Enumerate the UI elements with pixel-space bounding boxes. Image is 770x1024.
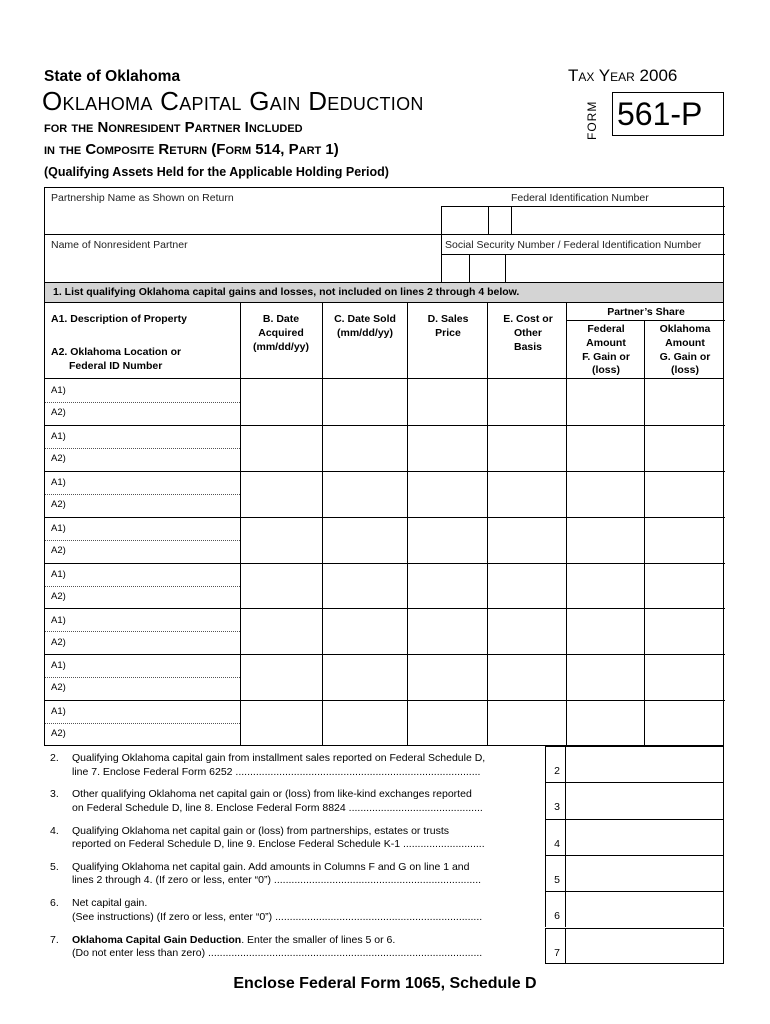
oklahoma-amount-field[interactable] [645, 518, 724, 562]
ssn-label: Social Security Number / Federal Identification Number [445, 239, 702, 251]
line-text-2: (See instructions) (If zero or less, enter “0”) ....................................................................... [72, 910, 483, 923]
sales-price-field[interactable] [408, 701, 487, 745]
cost-basis-field[interactable] [488, 518, 566, 562]
partnership-info-box [44, 187, 724, 283]
cost-basis-field[interactable] [488, 426, 566, 470]
line-text-1: Other qualifying Oklahoma net capital gain or (loss) from like-kind exchanges reported [72, 788, 472, 801]
line-bold-text: Oklahoma Capital Gain Deduction [72, 933, 242, 946]
line-text-1: Net capital gain. [72, 897, 148, 910]
description-field[interactable] [69, 472, 239, 493]
col-g-header-3: G. Gain or [659, 351, 711, 363]
row-a1-label: A1) [51, 476, 66, 488]
location-field[interactable] [69, 495, 239, 516]
line-7-text [50, 934, 550, 966]
line-4-text [50, 825, 550, 857]
line-box-number: 5 [554, 873, 560, 886]
description-field[interactable] [69, 701, 239, 722]
col-b-header-3: (mm/dd/yy) [252, 341, 309, 353]
row-a2-label: A2) [51, 407, 66, 418]
row-a1-label: A1) [51, 430, 66, 442]
line-2-amount-field[interactable] [545, 746, 724, 782]
federal-amount-field[interactable] [567, 655, 644, 699]
date-sold-field[interactable] [323, 426, 407, 470]
fein-field[interactable] [441, 206, 724, 234]
tax-year: Tax Year 2006 [568, 66, 678, 85]
col-g-header-4: (loss) [670, 364, 699, 376]
row-a2-label: A2) [51, 498, 66, 510]
location-field[interactable] [69, 587, 239, 608]
line-number: 2. [50, 752, 59, 764]
col-e-header-1: E. Cost or [503, 313, 553, 325]
sales-price-field[interactable] [408, 426, 487, 470]
row-a1-label: A1) [51, 522, 66, 534]
date-acquired-field[interactable] [241, 472, 322, 516]
row-a2-label: A2) [51, 544, 66, 556]
form-title: Oklahoma Capital Gain Deduction [42, 86, 424, 116]
line-box-number: 6 [554, 910, 560, 923]
sales-price-field[interactable] [408, 610, 487, 654]
line-5-amount-field[interactable] [545, 855, 724, 891]
date-sold-field[interactable] [323, 472, 407, 516]
federal-amount-field[interactable] [567, 426, 644, 470]
cost-basis-field[interactable] [488, 564, 566, 608]
form-subtitle-3: (Qualifying Assets Held for the Applicable Holding Period) [44, 165, 389, 179]
line-1-row-group [45, 379, 725, 425]
row-a2-label: A2) [51, 682, 66, 694]
col-g-header-1: Oklahoma [659, 323, 711, 335]
line-text-1: Qualifying Oklahoma capital gain from installment sales reported on Federal Schedule D, [72, 752, 486, 764]
sales-price-field[interactable] [408, 564, 487, 608]
partner-name-field[interactable] [45, 235, 441, 283]
sales-price-field[interactable] [408, 472, 487, 516]
date-acquired-field[interactable] [241, 518, 322, 562]
line-number: 5. [50, 860, 59, 873]
line-1-heading: 1. List qualifying Oklahoma capital gains and losses, not included on lines 2 through 4 below. [44, 283, 724, 303]
federal-amount-field[interactable] [567, 701, 644, 745]
line-box-number: 7 [554, 946, 560, 959]
line-1-row-group [45, 654, 725, 700]
federal-amount-field[interactable] [567, 518, 644, 562]
row-a1-label: A1) [51, 706, 66, 718]
line-number: 4. [50, 824, 59, 837]
federal-amount-field[interactable] [567, 380, 644, 424]
cost-basis-field[interactable] [488, 472, 566, 516]
date-sold-field[interactable] [323, 701, 407, 745]
col-a2-header-2: Federal ID Number [69, 360, 163, 372]
line-text-1: . Enter the smaller of lines 5 or 6. [241, 933, 396, 946]
date-sold-field[interactable] [323, 518, 407, 562]
partners-share-header: Partner’s Share [607, 306, 685, 318]
line-1-entry-rows [44, 379, 724, 746]
line-6-amount-field[interactable] [545, 891, 724, 927]
date-acquired-field[interactable] [241, 655, 322, 699]
date-acquired-field[interactable] [241, 701, 322, 745]
federal-amount-field[interactable] [567, 472, 644, 516]
col-f-header-1: Federal [587, 323, 625, 335]
col-d-header-2: Price [435, 327, 461, 339]
partner-name-label: Name of Nonresident Partner [51, 239, 188, 251]
sales-price-field[interactable] [408, 655, 487, 699]
line-text-2: on Federal Schedule D, line 8. Enclose Federal Form 8824 .............................................. [72, 801, 483, 814]
description-field[interactable] [69, 380, 239, 401]
oklahoma-amount-field[interactable] [645, 426, 724, 470]
row-a1-label: A1) [51, 660, 66, 672]
col-e-header-2: Other [513, 327, 542, 339]
line-5-text [50, 861, 550, 893]
col-f-header-2: Amount [586, 337, 626, 349]
line-6-text [50, 897, 550, 929]
fein-label: Federal Identification Number [511, 192, 649, 204]
form-number: 561-P [612, 92, 724, 136]
row-a2-label: A2) [51, 452, 66, 464]
partnership-name-field[interactable] [45, 188, 441, 234]
date-acquired-field[interactable] [241, 610, 322, 654]
col-d-header-1: D. Sales [427, 313, 469, 325]
date-sold-field[interactable] [323, 380, 407, 424]
line-2-text [50, 752, 550, 784]
date-sold-field[interactable] [323, 610, 407, 654]
description-field[interactable] [69, 518, 239, 539]
col-a1-header: A1. Description of Property [51, 313, 187, 325]
federal-amount-field[interactable] [567, 610, 644, 654]
col-a2-header-1: A2. Oklahoma Location or [51, 346, 182, 358]
location-field[interactable] [69, 403, 239, 424]
sales-price-field[interactable] [408, 380, 487, 424]
cost-basis-field[interactable] [488, 610, 566, 654]
enclose-instruction: Enclose Federal Form 1065, Schedule D [233, 975, 537, 992]
line-number: 6. [50, 897, 59, 910]
line-number: 7. [50, 933, 59, 946]
line-box-number: 4 [554, 837, 560, 850]
cost-basis-field[interactable] [488, 380, 566, 424]
location-field[interactable] [69, 449, 239, 470]
form-label: FORM [585, 100, 599, 140]
line-text-2: line 7. Enclose Federal Form 6252 .................................................................................... [72, 765, 481, 778]
line-1-column-headers [44, 303, 724, 379]
col-g-header-2: Amount [665, 337, 705, 349]
line-1-row-group [45, 609, 725, 655]
line-number: 3. [50, 788, 59, 801]
line-text-1: Qualifying Oklahoma net capital gain. Add amounts in Columns F and G on line 1 and [72, 860, 470, 873]
description-field[interactable] [69, 426, 239, 447]
line-text-2: (Do not enter less than zero) .............................................................................................. [72, 947, 483, 959]
col-e-header-3: Basis [513, 341, 543, 353]
row-a1-label: A1) [51, 614, 66, 626]
col-f-header-4: (loss) [591, 364, 620, 376]
description-field[interactable] [69, 564, 239, 585]
description-field[interactable] [69, 655, 239, 676]
date-acquired-field[interactable] [241, 564, 322, 608]
location-field[interactable] [69, 541, 239, 562]
col-c-header-2: (mm/dd/yy) [336, 327, 393, 339]
cost-basis-field[interactable] [488, 701, 566, 745]
col-f-header-3: F. Gain or [582, 351, 630, 363]
line-3-text [50, 788, 550, 820]
location-field[interactable] [69, 632, 239, 653]
line-1-row-group [45, 517, 725, 563]
row-a1-label: A1) [51, 568, 66, 580]
cost-basis-field[interactable] [488, 655, 566, 699]
federal-amount-field[interactable] [567, 564, 644, 608]
line-text-2: reported on Federal Schedule D, line 9. Enclose Federal Schedule K-1 ............................ [72, 838, 485, 851]
description-field[interactable] [69, 610, 239, 631]
line-3-amount-field[interactable] [545, 782, 724, 818]
line-7-amount-field[interactable] [545, 928, 724, 964]
date-acquired-field[interactable] [241, 426, 322, 470]
oklahoma-amount-field[interactable] [645, 380, 724, 424]
line-box-number: 2 [554, 765, 560, 777]
state-name: State of Oklahoma [44, 68, 181, 85]
form-subtitle-1: for the Nonresident Partner Included [44, 119, 303, 136]
oklahoma-amount-field[interactable] [645, 655, 724, 699]
line-1-row-group [45, 563, 725, 609]
location-field[interactable] [69, 678, 239, 699]
col-b-header-2: Acquired [258, 327, 304, 339]
col-c-header-1: C. Date Sold [334, 313, 396, 325]
date-acquired-field[interactable] [241, 380, 322, 424]
oklahoma-amount-field[interactable] [645, 472, 724, 516]
partnership-name-label: Partnership Name as Shown on Return [51, 192, 234, 204]
date-sold-field[interactable] [323, 564, 407, 608]
oklahoma-amount-field[interactable] [645, 701, 724, 745]
line-4-amount-field[interactable] [545, 819, 724, 855]
form-subtitle-2: in the Composite Return (Form 514, Part 1) [44, 141, 339, 158]
line-text-2: lines 2 through 4. (If zero or less, enter “0”) ....................................................................... [72, 874, 482, 887]
ssn-field[interactable] [441, 254, 724, 283]
col-b-header-1: B. Date [262, 313, 300, 325]
oklahoma-amount-field[interactable] [645, 564, 724, 608]
row-a2-label: A2) [51, 728, 66, 740]
line-1-row-group [45, 425, 725, 471]
line-1-row-group [45, 471, 725, 517]
line-1-row-group [45, 700, 725, 746]
location-field[interactable] [69, 724, 239, 745]
sales-price-field[interactable] [408, 518, 487, 562]
date-sold-field[interactable] [323, 655, 407, 699]
row-a1-label: A1) [51, 385, 66, 396]
row-a2-label: A2) [51, 636, 66, 648]
row-a2-label: A2) [51, 590, 66, 602]
oklahoma-amount-field[interactable] [645, 610, 724, 654]
line-text-1: Qualifying Oklahoma net capital gain or (loss) from partnerships, estates or trusts [72, 824, 449, 837]
line-box-number: 3 [554, 801, 560, 814]
